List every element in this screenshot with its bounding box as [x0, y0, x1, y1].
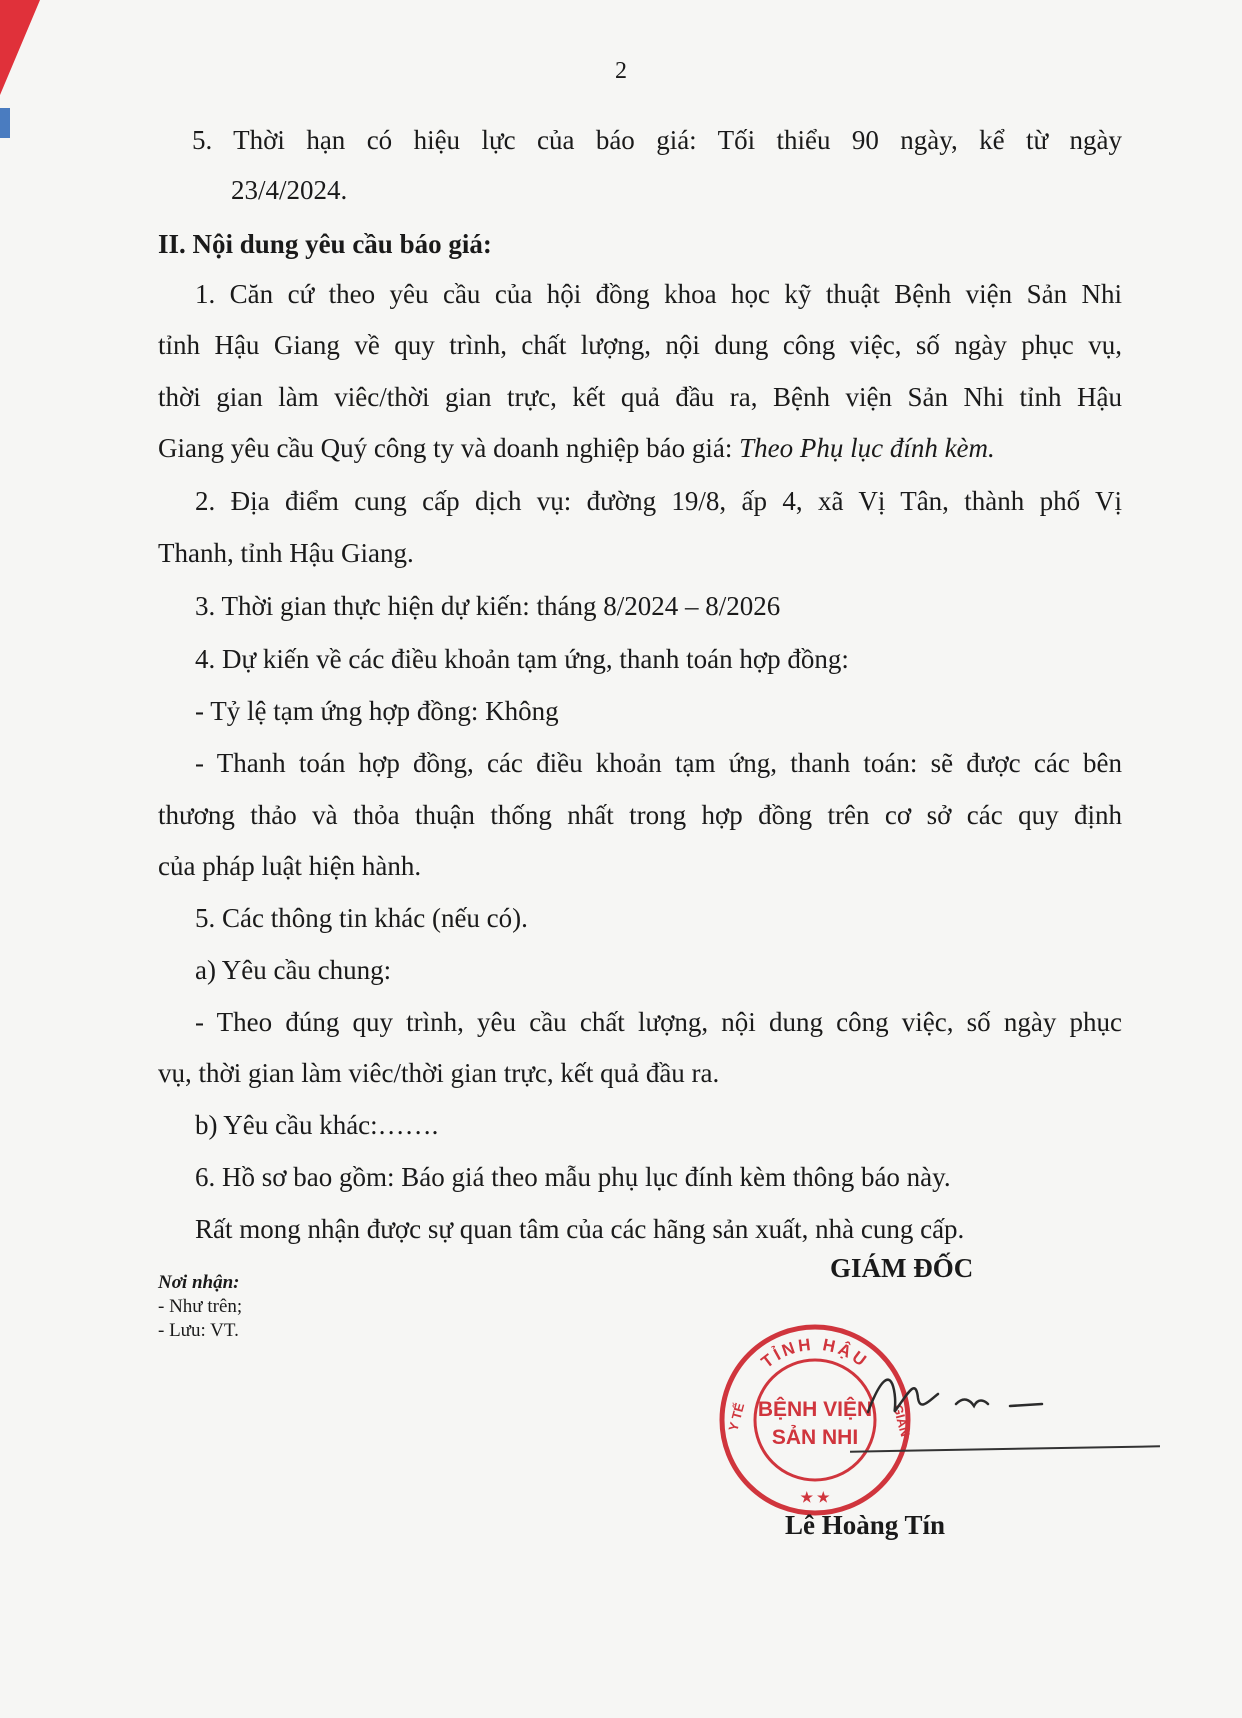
item-2-line-2: Thanh, tỉnh Hậu Giang. — [158, 538, 414, 568]
stamp-bottom-text: ★ ★ — [800, 1489, 830, 1505]
item-5: 5. Các thông tin khác (nếu có). — [195, 903, 528, 933]
item-4-payment-line-1: - Thanh toán hợp đồng, các điều khoản tạm ứng, thanh toán: sẽ được các bên — [195, 748, 1122, 778]
validity-date: 23/4/2024. — [231, 175, 348, 205]
stamp-ring-text: TỈNH HẬU — [757, 1334, 873, 1372]
recipients-title: Nơi nhận: — [158, 1272, 240, 1293]
closing-line: Rất mong nhận được sự quan tâm của các hãng sản xuất, nhà cung cấp. — [195, 1214, 965, 1244]
item-5a-line-1: - Theo đúng quy trình, yêu cầu chất lượng, nội dung công việc, số ngày phục — [195, 1007, 1122, 1037]
section-heading: II. Nội dung yêu cầu báo giá: — [158, 229, 492, 259]
stamp-line-1: BỆNH VIỆN — [757, 1398, 873, 1421]
item-5a: a) Yêu cầu chung: — [195, 955, 392, 985]
item-1-line-1: 1. Căn cứ theo yêu cầu của hội đồng khoa học kỹ thuật Bệnh viện Sản Nhi — [195, 279, 1122, 309]
stamp-right-text: GIAN — [890, 1402, 914, 1439]
stamp-line-2: SẢN NHI — [771, 1426, 859, 1449]
item-4: 4. Dự kiến về các điều khoản tạm ứng, thanh toán hợp đồng: — [195, 644, 849, 674]
item-4-payment-line-3: của pháp luật hiện hành. — [158, 851, 422, 881]
recipient-item: - Như trên; — [158, 1296, 243, 1317]
signer-name: Lê Hoàng Tín — [785, 1510, 946, 1540]
signer-title: GIÁM ĐỐC — [830, 1253, 974, 1283]
item-4-advance: - Tỷ lệ tạm ứng hợp đồng: Không — [195, 696, 559, 726]
item-2-line-1: 2. Địa điểm cung cấp dịch vụ: đường 19/8, ấp 4, xã Vị Tân, thành phố Vị — [195, 486, 1122, 516]
item-3: 3. Thời gian thực hiện dự kiến: tháng 8/2024 – 8/2026 — [195, 591, 781, 621]
item-1-line-4 — [158, 431, 995, 465]
scan-edge-mark — [0, 108, 10, 138]
item-5b: b) Yêu cầu khác:……. — [195, 1110, 439, 1140]
item-5a-line-2: vụ, thời gian làm viêc/thời gian trực, kết quả đầu ra. — [158, 1058, 720, 1088]
item-1-line-3: thời gian làm viêc/thời gian trực, kết quả đầu ra, Bệnh viện Sản Nhi tỉnh Hậu — [158, 382, 1122, 412]
appendix-reference: Theo Phụ lục đính kèm. — [739, 433, 995, 463]
validity-line: 5. Thời hạn có hiệu lực của báo giá: Tối thiểu 90 ngày, kể từ ngày — [192, 125, 1122, 155]
page-number: 2 — [615, 58, 627, 84]
handwritten-signature — [860, 1360, 1050, 1430]
item-1-line-4-text: Giang yêu cầu Quý công ty và doanh nghiệp báo giá: — [158, 433, 740, 463]
stamp-left-text: Y TẾ — [725, 1401, 748, 1433]
recipient-item: - Lưu: VT. — [158, 1320, 239, 1341]
item-1-line-2: tỉnh Hậu Giang về quy trình, chất lượng, nội dung công việc, số ngày phục vụ, — [158, 330, 1122, 360]
svg-text:TỈNH HẬU — [758, 1335, 872, 1372]
item-4-payment-line-2: thương thảo và thỏa thuận thống nhất trong hợp đồng trên cơ sở các quy định — [158, 800, 1122, 830]
item-6: 6. Hồ sơ bao gồm: Báo giá theo mẫu phụ lục đính kèm thông báo này. — [195, 1162, 951, 1192]
